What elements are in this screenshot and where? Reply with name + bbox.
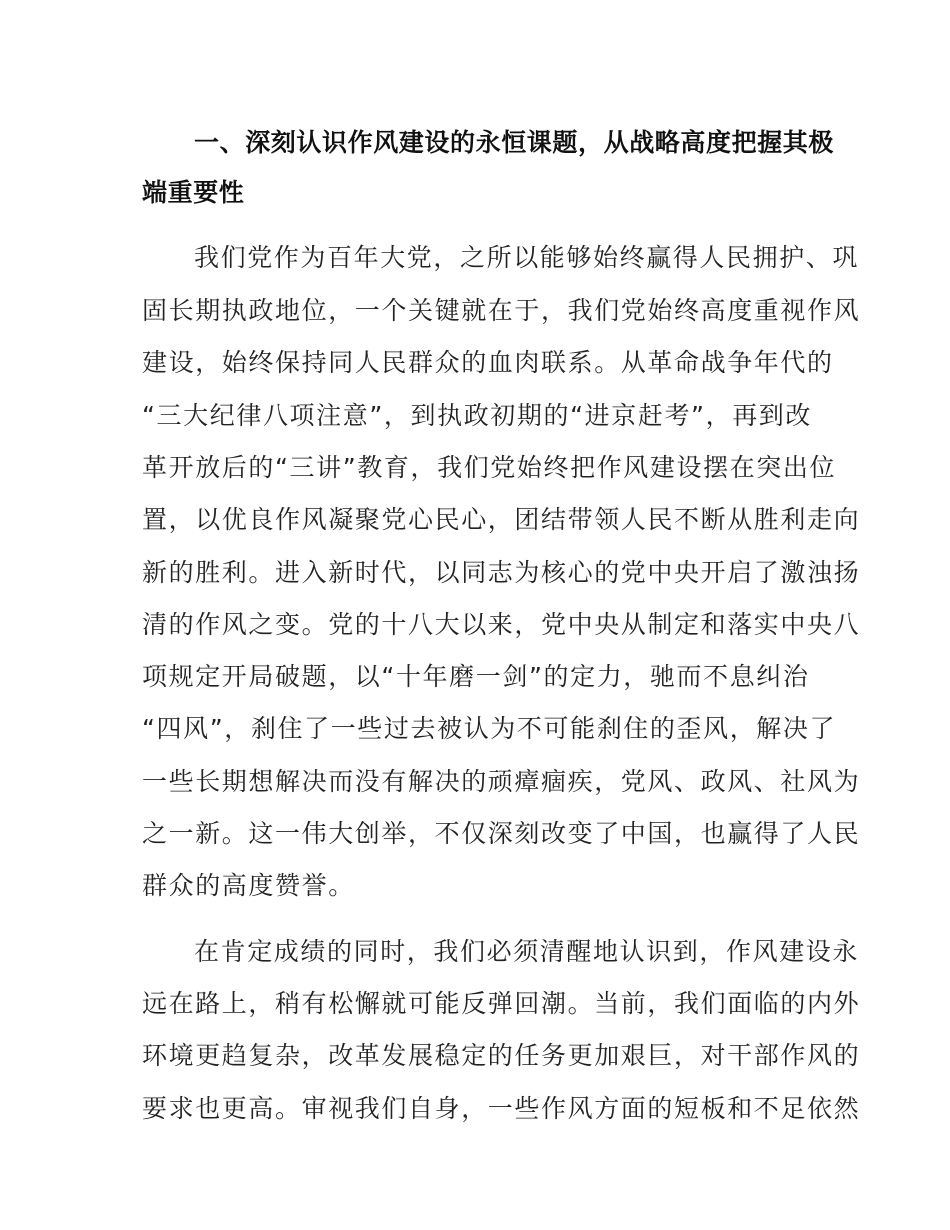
paragraph-line: “四风”，刹住了一些过去被认为不可能刹住的歪风，解决了 (142, 714, 837, 743)
paragraph-line: 清的作风之变。党的十八大以来，党中央从制定和落实中央八 (142, 610, 861, 639)
paragraph-line: 置，以优良作风凝聚党心民心，团结带领人民不断从胜利走向 (142, 505, 861, 534)
heading-line-1: 一、深刻认识作风建设的永恒课题，从战略高度把握其极 (194, 128, 835, 157)
paragraph-line: 远在路上，稍有松懈就可能反弹回潮。当前，我们面临的内外 (142, 989, 861, 1018)
paragraph-line: 之一新。这一伟大创举，不仅深刻改变了中国，也赢得了人民 (142, 819, 861, 848)
paragraph-line: 我们党作为百年大党，之所以能够始终赢得人民拥护、巩 (194, 243, 860, 272)
heading-line-2: 端重要性 (142, 178, 245, 207)
paragraph-line: 项规定开局破题，以“十年磨一剑”的定力，驰而不息纠治 (142, 662, 810, 691)
paragraph-line: 群众的高度赞誉。 (142, 871, 355, 900)
paragraph-line: 新的胜利。进入新时代，以同志为核心的党中央开启了激浊扬 (142, 558, 861, 587)
paragraph-line: 固长期执政地位，一个关键就在于，我们党始终高度重视作风 (142, 296, 861, 325)
paragraph-line: 环境更趋复杂，改革发展稳定的任务更加艰巨，对干部作风的 (142, 1041, 861, 1070)
paragraph-line: 要求也更高。审视我们自身，一些作风方面的短板和不足依然 (142, 1094, 861, 1123)
paragraph-line: 革开放后的“三讲”教育，我们党始终把作风建设摆在突出位 (142, 453, 837, 482)
paragraph-line: 一些长期想解决而没有解决的顽瘴痼疾，党风、政风、社风为 (142, 767, 861, 796)
paragraph-line: “三大纪律八项注意”，到执政初期的“进京赶考”，再到改 (142, 401, 813, 430)
paragraph-line: 在肯定成绩的同时，我们必须清醒地认识到，作风建设永 (194, 937, 860, 966)
paragraph-line: 建设，始终保持同人民群众的血肉联系。从革命战争年代的 (142, 348, 834, 377)
